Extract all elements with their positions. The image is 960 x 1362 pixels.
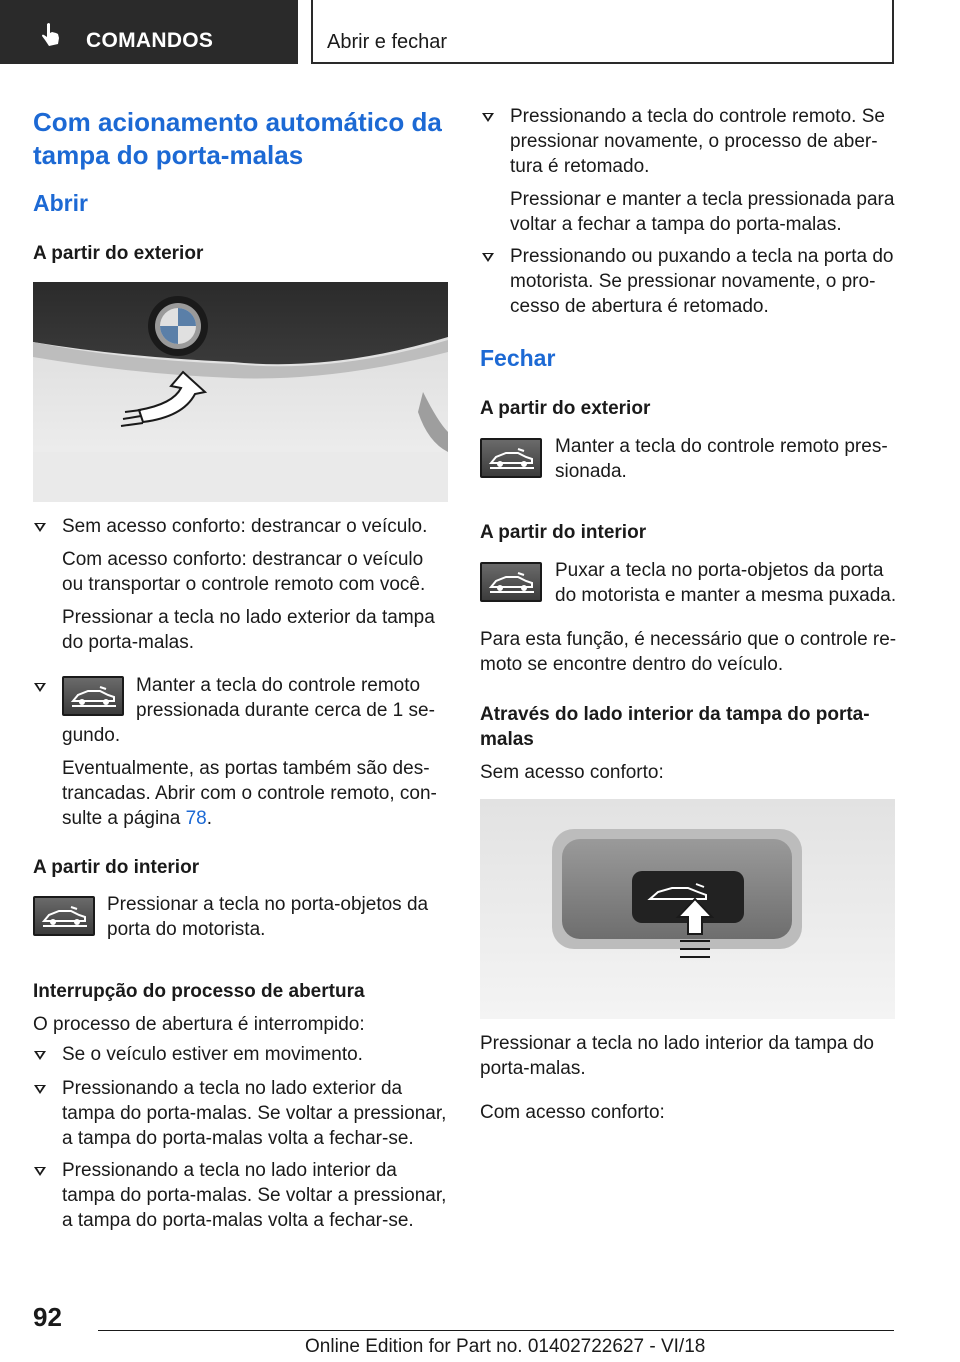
- after-photo-text: Pressionar a tecla no lado interior da tampa do porta-malas.: [480, 1033, 874, 1079]
- heading-interior: A partir do interior: [33, 857, 200, 878]
- trunk-key-icon: [33, 896, 95, 936]
- heading-exterior-close: A partir do exterior: [480, 398, 651, 419]
- edition-label: Online Edition for Part no. 01402722627 - VI/18: [305, 1336, 706, 1357]
- trunk-button-illustration: [480, 799, 895, 1019]
- interrupt-bullet-3: Pressionando a tecla no lado interior da tampa do porta-malas. Se voltar a pressionar, a tampa do porta-malas volta a fechar-se.: [62, 1160, 447, 1231]
- interrupt-intro: O processo de abertura é interrompido:: [33, 1014, 365, 1035]
- heading-fechar: Fechar: [480, 345, 556, 371]
- exterior-close-text: Manter a tecla do controle remoto pres- sionada.: [555, 436, 888, 482]
- right-bullet-1: Pressionando a tecla do controle remoto. Se pressionar novamente, o processo de aber- tura é retomado. Pressionar e manter a tecla pressionada para voltar a fechar a tampa do porta-malas.: [510, 106, 895, 235]
- heading-interrupt: Interrupção do processo de abertura: [33, 981, 365, 1002]
- heading-abrir: Abrir: [33, 190, 88, 216]
- interior-text: Pressionar a tecla no porta-objetos da porta do motorista.: [107, 894, 429, 940]
- sem-acesso-label: Sem acesso conforto:: [480, 762, 664, 783]
- trunk-key-icon: [62, 676, 124, 716]
- trunk-exterior-photo: [33, 282, 448, 502]
- trunk-exterior-illustration: [33, 282, 448, 502]
- chapter-tab: [311, 0, 894, 64]
- section-label: COMANDOS: [86, 29, 214, 52]
- bullet-exterior-2-cont: gundo. Eventualmente, as portas também são des- trancadas. Abrir com o controle remoto, con- sulte a página 78.: [62, 725, 437, 829]
- bullet-exterior-2: Manter a tecla do controle remoto pressionada durante cerca de 1 se-: [136, 675, 435, 721]
- hand-pointer-icon: [40, 22, 64, 48]
- chapter-label: Abrir e fechar: [327, 31, 448, 53]
- right-bullet-2: Pressionando ou puxando a tecla na porta do motorista. Se pressionar novamente, o pro- cesso de abertura é retomado.: [510, 246, 894, 317]
- bullet-icon: [482, 113, 494, 122]
- interrupt-bullet-1: Se o veículo estiver em movimento.: [62, 1044, 363, 1065]
- page-link[interactable]: 78: [185, 808, 207, 829]
- bullet-icon: [34, 1051, 46, 1060]
- bullet-icon: [34, 1167, 46, 1176]
- section-tab: [0, 0, 298, 64]
- bullet-icon: [34, 1085, 46, 1094]
- trunk-key-icon: [480, 562, 542, 602]
- trunk-key-icon: [480, 438, 542, 478]
- com-acesso-label: Com acesso conforto:: [480, 1102, 665, 1123]
- trunk-interior-photo: [480, 799, 895, 1019]
- heading-exterior: A partir do exterior: [33, 243, 204, 264]
- heading-lid-interior: Através do lado interior da tampa do porta- malas: [480, 704, 870, 750]
- bullet-icon: [34, 523, 46, 532]
- page-number: 92: [33, 1302, 62, 1332]
- footer-divider: [98, 1330, 894, 1331]
- interrupt-bullet-2: Pressionando a tecla no lado exterior da tampa do porta-malas. Se voltar a pressionar, a tampa do porta-malas volta a fechar-se.: [62, 1078, 447, 1149]
- heading-interior-close: A partir do interior: [480, 522, 647, 543]
- bullet-exterior-1: Sem acesso conforto: destrancar o veículo. Com acesso conforto: destrancar o veículo ou transportar o controle remoto com você. Pressionar a tecla no lado exterior da tampa do porta-malas.: [62, 516, 435, 653]
- bullet-icon: [34, 683, 46, 692]
- remote-note: Para esta função, é necessário que o controle re- moto se encontre dentro do veículo.: [480, 629, 897, 675]
- interior-close-text: Puxar a tecla no porta-objetos da porta do motorista e manter a mesma puxada.: [555, 560, 897, 606]
- bullet-icon: [482, 253, 494, 262]
- section-title: Com acionamento automático da tampa do porta-malas: [33, 107, 442, 170]
